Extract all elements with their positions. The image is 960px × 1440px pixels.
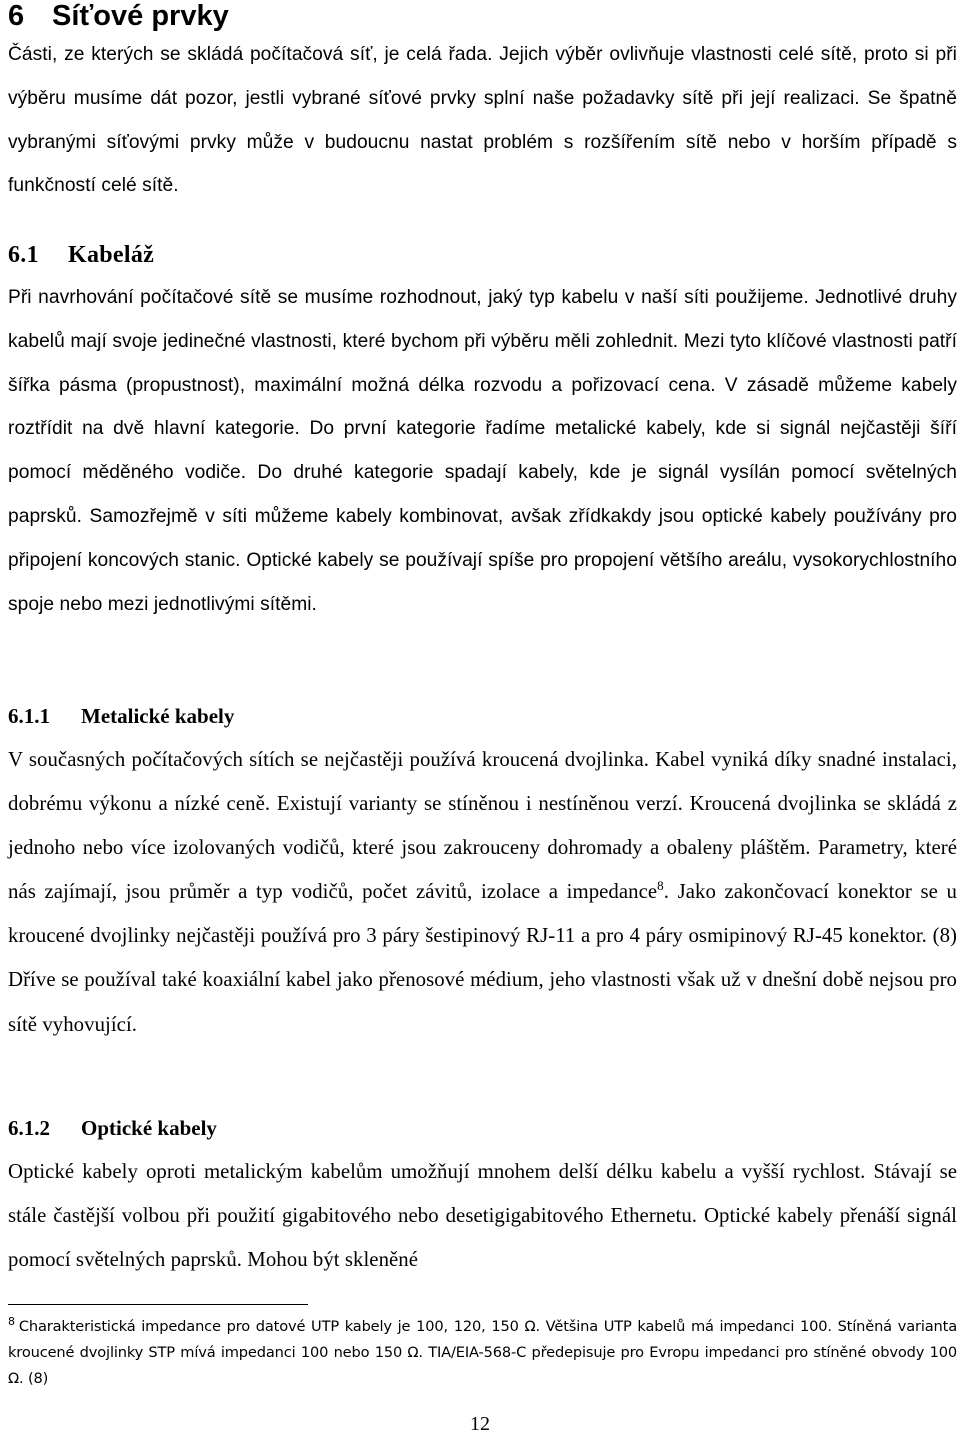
- subsection-heading-optic: [8, 1114, 217, 1142]
- subsection-body-optic: Optické kabely oproti metalickým kabelům umožňují mnohem delší délku kabelu a vyšší rychlost. Stávají se stále častější volbou při použití gigabitového nebo desetigigabitového Ethernetu. Optické kabely přenáší signál pomocí světelných paprsků. Mohou být skleněné: [8, 1160, 957, 1272]
- section-number: 6.1: [8, 242, 39, 268]
- section-title: Kabeláž: [68, 242, 155, 268]
- chapter-title: Síťové prvky: [52, 0, 229, 32]
- chapter-heading: [8, 0, 229, 36]
- footnote: [8, 1314, 957, 1392]
- footnote-reference[interactable]: 8: [657, 878, 664, 894]
- footnote-separator: [8, 1304, 308, 1305]
- chapter-intro-paragraph: Části, ze kterých se skládá počítačová síť, je celá řada. Jejich výběr ovlivňuje vlastnosti celé sítě, proto si při výběru musíme dát pozor, jestli vybrané síťové prvky splní naše požadavky sítě při její realizaci. Se špatně vybranými síťovými prvky může v budoucnu nastat problém s rozšířením sítě nebo v horším případě s funkčností celé sítě.: [8, 44, 957, 197]
- subsection-heading-metal: [8, 702, 234, 730]
- subsection-number-optic: 6.1.2: [8, 1116, 50, 1140]
- subsection-title-optic: Optické kabely: [81, 1116, 217, 1140]
- metal-text-before-note: V současných počítačových sítích se nejčastěji používá kroucená dvojlinka. Kabel vyniká díky snadné instalaci, dobrému výkonu a nízké ceně. Existují varianty se stíněnou i nestíněnou verzí. Kroucená dvojlinka se skládá z jednoho nebo více izolovaných vodičů, které jsou zakrouceny dohromady a obaleny pláštěm. Parametry, které nás zajímají, jsou průměr a typ vodičů, počet závitů, izolace a impedance: [8, 748, 957, 904]
- subsection-number-metal: 6.1.1: [8, 704, 50, 728]
- metal-text-after-note: . Jako zakončovací konektor se u kroucené dvojlinky nejčastěji používá pro 3 páry šestipinový RJ-11 a pro 4 páry osmipinový RJ-45 konektor. (8) Dříve se používal také koaxiální kabel jako přenosové médium, jeho vlastnosti však už v dnešní době nejsou pro sítě vyhovující.: [8, 880, 957, 1036]
- page-number: 12: [470, 1413, 490, 1435]
- subsection-title-metal: Metalické kabely: [81, 704, 235, 728]
- chapter-number: 6: [8, 0, 25, 32]
- subsection-body-metal: [8, 738, 957, 1047]
- section-heading: [8, 239, 154, 271]
- section-body-paragraph: Při navrhování počítačové sítě se musíme rozhodnout, jaký typ kabelu v naší síti použijeme. Jednotlivé druhy kabelů mají svoje jedinečné vlastnosti, které bychom při výběru měli zohlednit. Mezi tyto klíčové vlastnosti patří šířka pásma (propustnost), maximální možná délka rozvodu a pořizovací cena. V zásadě můžeme kabely roztřídit na dvě hlavní kategorie. Do první kategorie řadíme metalické kabely, kde si signál nejčastěji šíří pomocí měděného vodiče. Do druhé kategorie spadají kabely, kde je signál vysílán pomocí světelných paprsků. Samozřejmě v síti můžeme kabely kombinovat, avšak zřídkakdy jsou optické kabely používány pro připojení koncových stanic. Optické kabely se používají spíše pro propojení většího areálu, vysokorychlostního spoje nebo mezi jednotlivými sítěmi.: [8, 287, 957, 615]
- footnote-text: Charakteristická impedance pro datové UTP kabely je 100, 120, 150 Ω. Většina UTP kabelů má impedanci 100. Stíněná varianta kroucené dvojlinky STP mívá impedanci 100 nebo 150 Ω. TIA/EIA-568-C předepisuje pro Evropu impedanci pro stíněné obvody 100 Ω. (8): [8, 1318, 957, 1387]
- footnote-mark: 8: [8, 1315, 15, 1329]
